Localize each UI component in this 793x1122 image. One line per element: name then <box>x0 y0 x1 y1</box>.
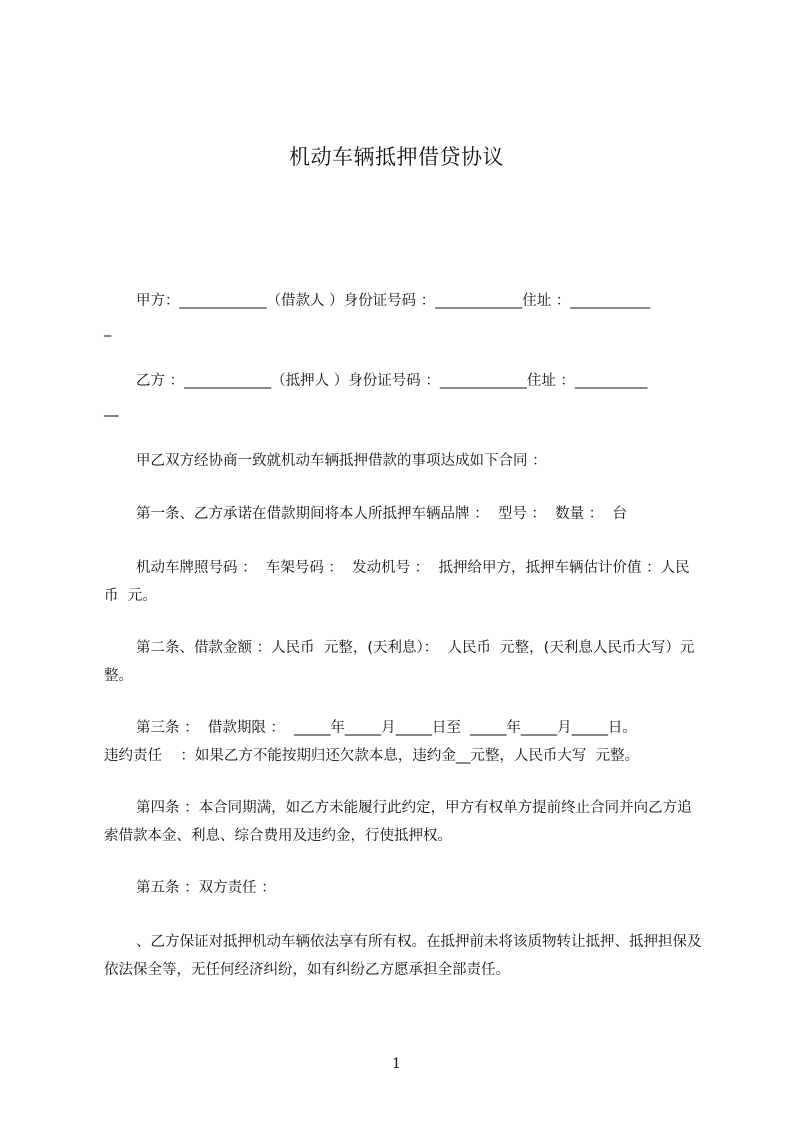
article-3: 第三条 ： 借款期限 ： _____年_____月_____日至 _____年_____月_____日。 违约责任 ：如果乙方不能按期归还欠款本息，违约金__元整，人民币大写 元整。 <box>104 720 640 764</box>
article-1-vehicle-details: 机动车牌照号码 ： 车架号码 ： 发动机号 ： 抵押给甲方，抵押车辆估计价值 ：人民币 元。 <box>104 560 690 604</box>
party-a-line: 甲方：____________（借款人 ）身份证号码 ：____________住址 ：___________ _ <box>104 293 651 337</box>
agreement-intro: 甲乙双方经协商一致就机动车辆抵押借款的事项达成如下合同 ： <box>136 453 547 469</box>
article-2: 第二条、借款金额 ：人民币 元整，(天利息）： 人民币 元整，(天利息人民币大写）元整。 <box>104 640 695 684</box>
article-5-heading: 第五条 ：双方责任 ： <box>136 880 276 896</box>
party-b-line: 乙方 ：____________（抵押人 ）身份证号码 ：____________住址 ：__________ __ <box>104 373 648 417</box>
article-1: 第一条、乙方承诺在借款期间将本人所抵押车辆品牌 ： 型号 ： 数量 ： 台 <box>136 506 627 522</box>
document-title: 机动车辆抵押借贷协议 <box>289 145 504 169</box>
article-5-clause: 、乙方保证对抵押机动车辆依法享有所有权。在抵押前未将该质物转让抵押、抵押担保及依法保全等，无任何经济纠纷，如有纠纷乙方愿承担全部责任。 <box>104 934 702 978</box>
page-number: 1 <box>392 1056 401 1072</box>
article-4: 第四条 ：本合同期满，如乙方未能履行此约定，甲方有权单方提前终止合同并向乙方追索借款本金、利息、综合费用及违约金，行使抵押权。 <box>104 800 692 844</box>
